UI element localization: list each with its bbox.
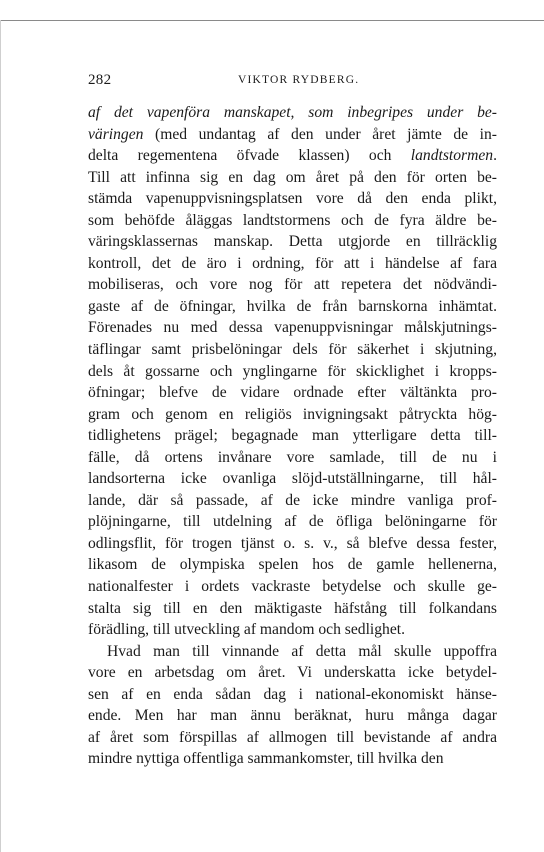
page-left-edge: [0, 20, 1, 852]
text-run: stämda vapenuppvisningsplatsen vore då den enda plikt,: [88, 190, 497, 208]
text-line: [88, 705, 497, 727]
text-line: [88, 210, 497, 232]
paragraph: [88, 641, 497, 770]
text-line: [88, 382, 497, 404]
body-text: [88, 102, 497, 770]
text-line: [88, 619, 497, 641]
page-top-rule: [0, 20, 544, 21]
text-line: [88, 296, 497, 318]
text-run: gaste af de öfningar, hvilka de från barnskorna inhämtat.: [88, 297, 497, 315]
text-line: [88, 361, 497, 383]
text-run: täflingar samt prisbelöningar dels för säkerhet i skjutning,: [88, 341, 497, 359]
running-head: VIKTOR RYDBERG.: [238, 74, 360, 86]
text-run: vore en arbetsdag om året. Vi underskatta icke betydel-: [88, 664, 497, 682]
text-line: [88, 684, 497, 706]
text-line: [88, 188, 497, 210]
text-line: [88, 317, 497, 339]
text-run: ende. Men har man ännu beräknat, huru många dagar: [88, 707, 497, 725]
text-run: Hvad man till vinnande af detta mål skulle uppoffra: [107, 642, 497, 660]
text-run: sen af en enda sådan dag i national-ekonomiskt hänse-: [88, 685, 497, 703]
text-line: [88, 662, 497, 684]
text-line: [88, 145, 497, 167]
text-line: [88, 511, 497, 533]
text-line: [88, 425, 497, 447]
text-line: [88, 554, 497, 576]
text-line: [88, 576, 497, 598]
text-line: [88, 748, 497, 770]
page-number: 282: [88, 72, 112, 88]
text-run: odlingsflit, för trogen tjänst o. s. v., så blefve dessa fester,: [88, 534, 497, 552]
text-run: som behöfde åläggas landtstormens och de fyra äldre be-: [88, 211, 497, 229]
text-run: fälle, då ortens invånare vore samlade, till de nu i: [88, 448, 497, 466]
paragraph: [88, 102, 497, 641]
text-run: landsorterna icke ovanliga slöjd-utställningarne, till hål-: [88, 470, 497, 488]
text-line: [88, 124, 497, 146]
text-line: [88, 598, 497, 620]
text-line: [88, 468, 497, 490]
text-run: kontroll, det de äro i ordning, för att i händelse af fara: [88, 254, 497, 272]
text-line: [88, 102, 497, 124]
text-line: [88, 274, 497, 296]
page-header: [88, 72, 497, 92]
text-run: tidlighetens prägel; begagnade man ytterligare detta till-: [88, 427, 497, 445]
text-run: (med undantag af den under året jämte de in-: [143, 125, 497, 143]
text-line: [88, 167, 497, 189]
text-run: dels åt gossarne och ynglingarne för skicklighet i kropps-: [88, 362, 497, 380]
text-run: förädling, till utveckling af mandom och sedlighet.: [88, 621, 405, 639]
text-run: väringsklassernas manskap. Detta utgjorde en tillräcklig: [88, 233, 497, 251]
text-run: delta regementena öfvade klassen) och: [88, 147, 411, 165]
text-run: mobiliseras, och vore nog för att repetera det nödvändi-: [88, 276, 497, 294]
text-line: [88, 641, 497, 663]
text-line: [88, 339, 497, 361]
text-line: [88, 533, 497, 555]
italic-text: väringen: [88, 125, 144, 143]
text-run: .: [493, 147, 497, 165]
text-run: Till att infinna sig en dag om året på den för orten be-: [88, 168, 497, 186]
text-run: plöjningarne, till utdelning af de öfliga belöningarne för: [88, 513, 497, 531]
italic-text: af det vapenföra manskapet, som inbegripes under be-: [88, 104, 497, 121]
italic-text: landtstormen: [410, 147, 494, 165]
text-run: nationalfester i ordets vackraste betydelse och skulle ge-: [88, 578, 497, 596]
text-run: mindre nyttiga offentliga sammankomster, till hvilka den: [88, 750, 444, 768]
text-run: stalta sig till en den mäktigaste häfstång till folkandans: [88, 599, 497, 617]
text-run: likasom de olympiska spelen hos de gamle hellenerna,: [88, 556, 497, 574]
text-run: gram och genom en religiös invigningsakt påtryckta hög-: [88, 405, 497, 423]
text-line: [88, 727, 497, 749]
text-line: [88, 490, 497, 512]
text-run: Förenades nu med dessa vapenuppvisningar målskjutnings-: [88, 319, 497, 337]
text-run: af året som förspillas af allmogen till bevistande af andra: [88, 728, 497, 746]
text-run: öfningar; blefve de vidare ordnade efter vältänkta pro-: [88, 384, 497, 402]
text-run: lande, där så passade, af de icke mindre vanliga prof-: [88, 491, 497, 509]
text-line: [88, 404, 497, 426]
text-line: [88, 253, 497, 275]
text-line: [88, 231, 497, 253]
text-line: [88, 447, 497, 469]
